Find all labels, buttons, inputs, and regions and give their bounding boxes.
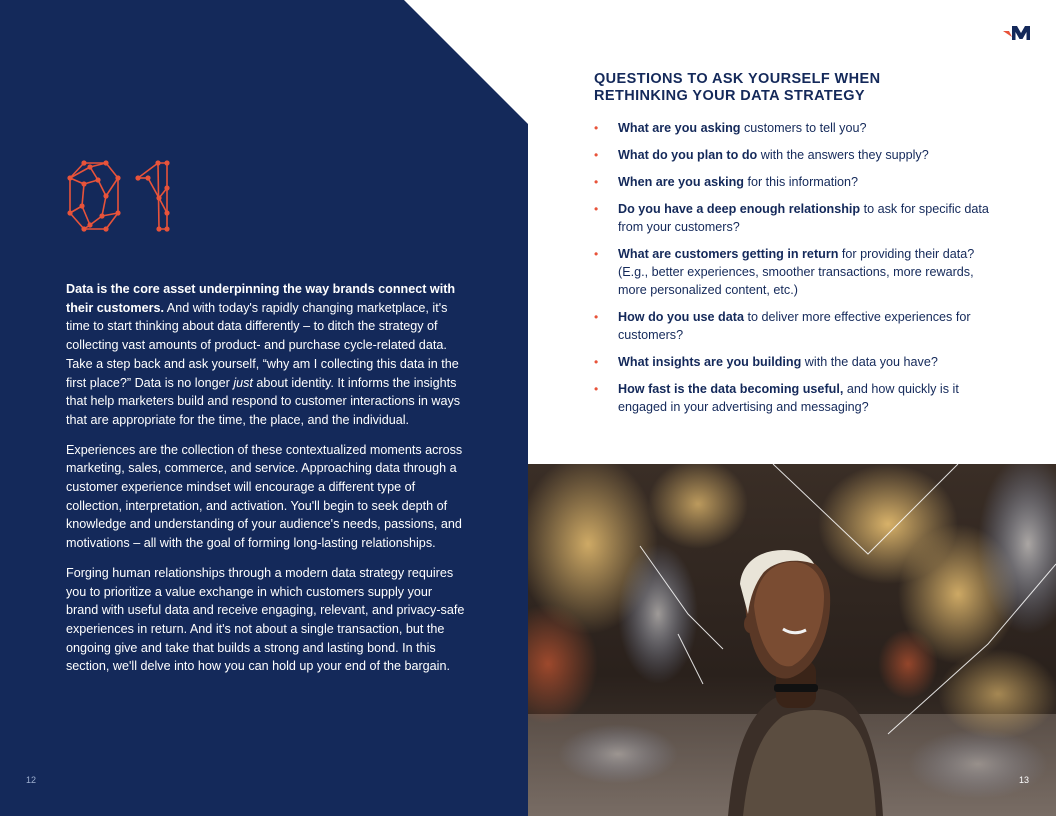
question-lead: How fast is the data becoming useful, [618,382,844,396]
list-item [594,173,994,191]
page-number-right: 13 [1018,775,1029,785]
logo-m-icon [1012,26,1030,40]
question-text: to ask for specific data from your customers? [618,202,989,234]
question-text: and how quickly is it engaged in your advertising and messaging? [618,382,959,414]
bullet-icon: • [594,202,599,216]
bullet-icon: • [594,310,599,324]
question-lead: What insights are you building [618,355,802,369]
bullet-icon: • [594,382,599,396]
hero-photo [528,464,1056,816]
question-lead: When are you asking [618,175,744,189]
logo-accent-icon [1003,31,1012,37]
question-lead: What do you plan to do [618,148,758,162]
city-night-woman-photo [528,464,1056,816]
bullet-icon: • [594,247,599,261]
corner-cut-shape [0,0,528,130]
list-item [594,146,994,164]
question-text: to deliver more effective experiences for customers? [618,310,971,342]
question-text: with the data you have? [801,355,938,369]
question-text: for this information? [743,175,859,189]
brand-logo [1003,25,1031,46]
paragraph-3: Forging human relationships through a modern data strategy requires you to prioritize a value exchange in which customers supply your brand with useful data and receive engaging, relevant, and privacy-safe experiences in return. And it's not about a single transaction, but the ongoing give and take that builds a strong and lasting bond. In this section, we'll delve into how you can hold up your end of the bargain. [66,565,465,674]
section-number-01-graphic [62,158,180,236]
questions-heading-line-2: RETHINKING YOUR DATA STRATEGY [594,88,865,104]
intro-copy [66,280,466,687]
question-lead: What are customers getting in return [618,247,839,261]
question-text: for providing their data? (E.g., better experiences, smoother transactions, more rewards, more personalized content, etc.) [618,247,975,297]
question-lead: How do you use data [618,310,744,324]
paragraph-2: Experiences are the collection of these contextualized moments across marketing, sales, commerce, and service. Approaching data through a customer experience mindset will encourage a different type of collection, interpretation, and activation. You'll begin to seek depth of knowledge and understanding of your audience's needs, passions, and motivations – all with the goal of forming long-lasting relationships. [66,442,463,551]
paragraph-1-body-b: about identity. It informs the insights that help marketers build and respond to customer interactions in ways that are appropriate for the time, the place, and the individual. [66,375,461,427]
bullet-icon: • [594,175,599,189]
paragraph-1-lead: Data is the core asset underpinning the way brands connect with their customers. [66,282,456,315]
question-text: with the answers they supply? [757,148,929,162]
page-number-left: 12 [26,775,37,785]
paragraph-1-body-a: And with today's rapidly changing marketplace, it's time to start thinking about data differently – to ditch the strategy of collecting vast amounts of product- and purchase cycle-related data. Take a step back and ask yourself, “why am I collecting this data in the first place?” Data is no longer [66,300,459,390]
list-item [594,119,994,137]
questions-list [594,119,994,425]
bullet-icon: • [594,355,599,369]
questions-heading [594,71,954,105]
paragraph-1-emphasis: just [233,375,253,390]
list-item [594,200,994,236]
paragraph-1 [66,280,466,430]
list-item [594,245,994,299]
question-text: customers to tell you? [740,121,867,135]
bullet-icon: • [594,121,599,135]
question-lead: Do you have a deep enough relationship [618,202,861,216]
question-lead: What are you asking [618,121,741,135]
list-item [594,353,994,371]
questions-heading-line-1: QUESTIONS TO ASK YOURSELF WHEN [594,71,881,87]
list-item [594,308,994,344]
bullet-icon: • [594,148,599,162]
list-item [594,380,994,416]
